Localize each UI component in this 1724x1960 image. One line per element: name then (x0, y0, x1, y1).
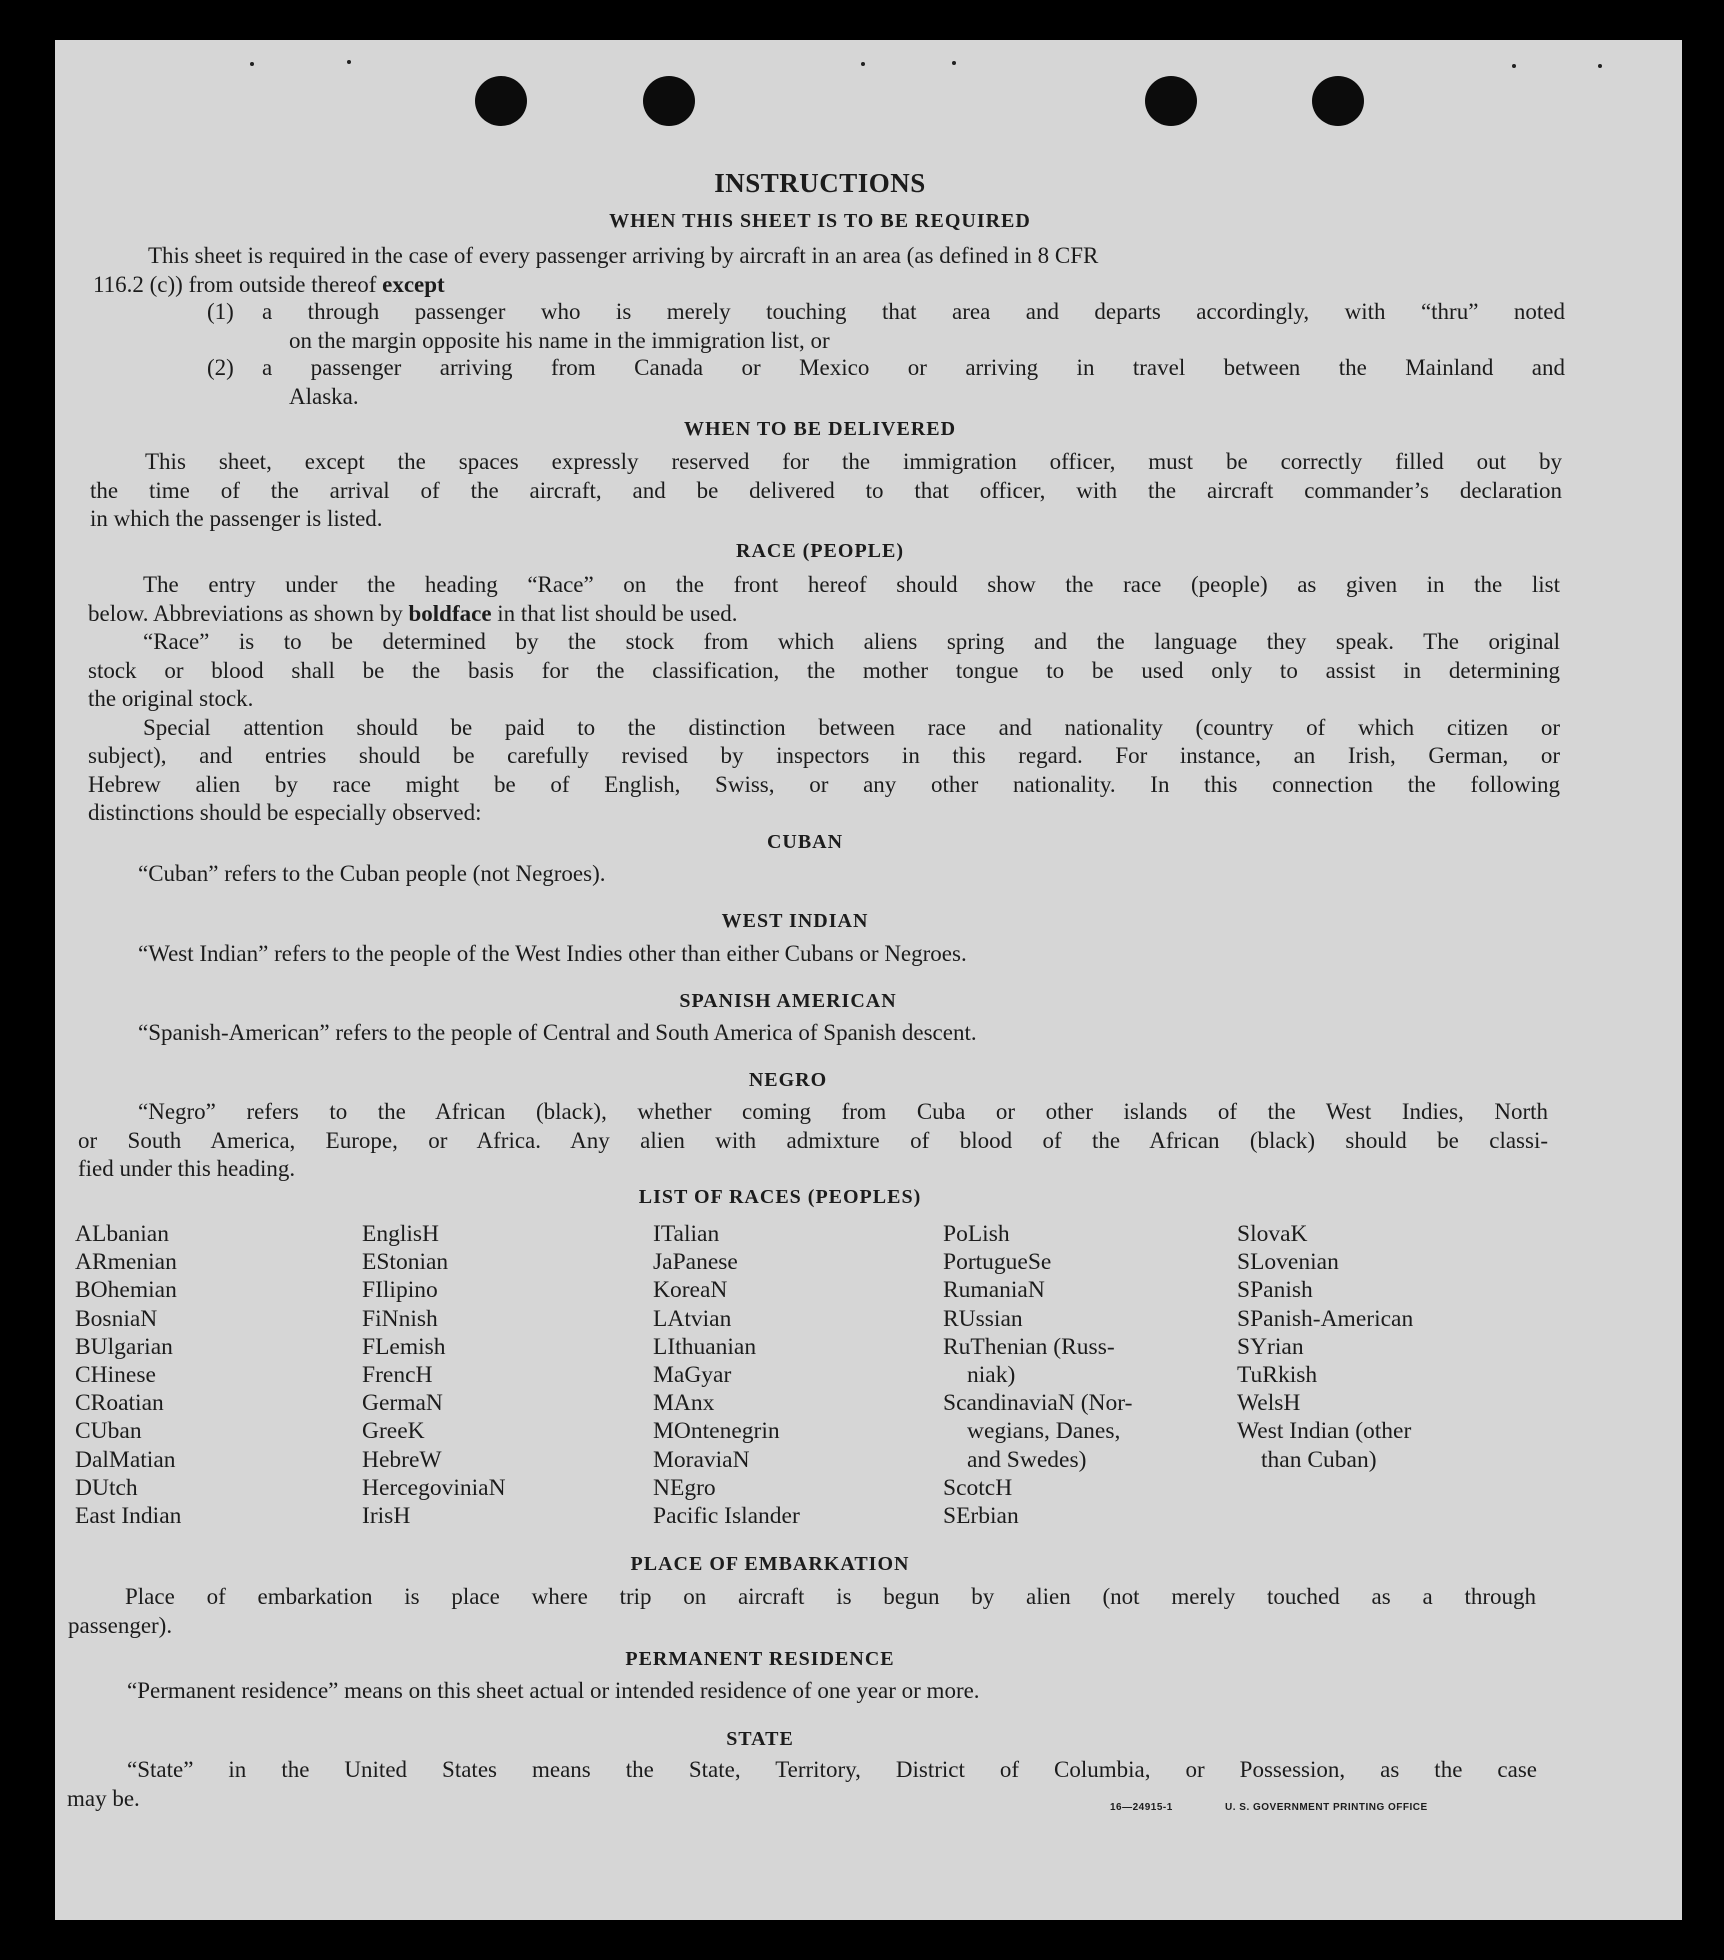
race-item: and Swedes) (967, 1446, 1087, 1473)
section-heading: RACE (PEOPLE) (736, 540, 904, 562)
race-item: MOntenegrin (653, 1418, 780, 1445)
speck (250, 62, 254, 66)
race-item: SYrian (1237, 1333, 1304, 1360)
paragraph (90, 448, 1562, 534)
race-item: CRoatian (75, 1390, 164, 1417)
race-item: HebreW (362, 1446, 442, 1473)
race-item: DalMatian (75, 1446, 176, 1473)
race-item: East Indian (75, 1503, 182, 1530)
item-text: Alaska. (289, 383, 359, 409)
section-heading: WHEN THIS SHEET IS TO BE REQUIRED (609, 210, 1031, 232)
text-line: “West Indian” refers to the people of the West Indies other than either Cubans or Negroes. (138, 941, 967, 966)
paragraph (127, 1677, 1537, 1706)
bold-text: boldface (408, 600, 492, 626)
punch-hole (1145, 76, 1197, 126)
race-item: RUssian (943, 1305, 1023, 1332)
punch-hole (1312, 76, 1364, 126)
text-span: in that list should be used. (497, 600, 738, 626)
race-item: wegians, Danes, (967, 1418, 1121, 1445)
race-item: RumaniaN (943, 1277, 1045, 1304)
section-heading: LIST OF RACES (PEOPLES) (638, 1186, 922, 1208)
race-item: DUtch (75, 1474, 138, 1501)
text-line: “Spanish-American” refers to the people of Central and South America of Spanish descent. (138, 1020, 977, 1045)
speck (347, 60, 351, 64)
speck (1598, 64, 1602, 68)
race-item: SlovaK (1237, 1221, 1308, 1247)
text-line: “Race” is to be determined by the stock from which aliens spring and the language they speak. The original (143, 629, 1560, 654)
text-line: “Permanent residence” means on this sheet actual or intended residence of one year or more. (127, 1678, 980, 1703)
race-item: West Indian (other (1237, 1418, 1412, 1445)
punch-hole (643, 76, 695, 126)
item-text: on the margin opposite his name in the immigration list, or (289, 327, 830, 353)
race-item: PortugueSe (943, 1249, 1052, 1276)
section-heading: CUBAN (766, 831, 844, 853)
item-number: (1) (207, 299, 234, 324)
race-item: CHinese (75, 1362, 156, 1389)
race-column-3 (653, 1220, 800, 1530)
text-line: Place of embarkation is place where trip on aircraft is begun by alien (not merely touched as a through (125, 1584, 1536, 1609)
race-item: SErbian (943, 1503, 1019, 1530)
paragraph (138, 940, 1558, 969)
text-span: 116.2 (c)) from outside thereof (93, 271, 377, 297)
race-item: EnglisH (362, 1221, 440, 1247)
punch-hole (475, 76, 527, 126)
race-item: PoLish (943, 1221, 1010, 1247)
text-line: Special attention should be paid to the distinction between race and nationality (country of which citizen or (143, 714, 1560, 740)
text-line: the original stock. (88, 686, 254, 711)
list-item (207, 354, 1565, 411)
text-line: “Negro” refers to the African (black), whether coming from Cuba or other islands of the West Indies, North (138, 1099, 1548, 1124)
race-item: JaPanese (653, 1249, 738, 1276)
text-line: Hebrew alien by race might be of English, Swiss, or any other nationality. In this connection the following (88, 771, 1560, 797)
race-item: FrencH (362, 1362, 433, 1389)
text-line (93, 271, 1565, 300)
text-line: The entry under the heading “Race” on the front hereof should show the race (people) as given in the list (143, 572, 1560, 597)
section-heading: PERMANENT RESIDENCE (625, 1648, 895, 1670)
paragraph (138, 1019, 1558, 1048)
race-item: WelsH (1237, 1390, 1301, 1417)
text-line: This sheet is required in the case of every passenger arriving by aircraft in an area (as defined in 8 CFR (148, 243, 1099, 268)
race-item: SLovenian (1237, 1249, 1339, 1276)
race-item: FLemish (362, 1333, 446, 1360)
race-item: HercegoviniaN (362, 1474, 506, 1501)
race-item: SPanish (1237, 1277, 1313, 1304)
race-item: GermaN (362, 1390, 443, 1417)
race-column-5 (1237, 1220, 1413, 1474)
race-item: TuRkish (1237, 1362, 1318, 1389)
race-item: LAtvian (653, 1305, 732, 1332)
section-heading: NEGRO (748, 1069, 828, 1091)
printer-imprint: U. S. GOVERNMENT PRINTING OFFICE (1225, 1802, 1428, 1813)
text-line: “State” in the United States means the State, Territory, District of Columbia, or Possession, as the case (127, 1757, 1537, 1782)
section-heading: WHEN TO BE DELIVERED (683, 418, 957, 440)
race-item: BOhemian (75, 1277, 177, 1304)
race-item: RuThenian (Russ- (943, 1333, 1115, 1360)
race-item: IrisH (362, 1503, 411, 1530)
text-line (88, 600, 1560, 629)
item-text: a through passenger who is merely touching that area and departs accordingly, with “thru” noted (262, 299, 1565, 324)
race-item: BosniaN (75, 1305, 158, 1332)
document-sheet (55, 40, 1682, 1920)
text-line: or South America, Europe, or Africa. Any alien with admixture of blood of the African (black) should be classi- (78, 1127, 1548, 1153)
text-line: subject), and entries should be carefully revised by inspectors in this regard. For instance, an Irish, German, or (88, 743, 1560, 768)
paragraph (88, 571, 1560, 828)
race-column-2 (362, 1220, 506, 1530)
text-line: may be. (67, 1785, 140, 1811)
text-line: distinctions should be especially observed: (88, 800, 482, 825)
section-heading: STATE (726, 1728, 794, 1750)
race-item: ALbanian (75, 1221, 169, 1247)
race-item: BUlgarian (75, 1333, 173, 1360)
race-item: EStonian (362, 1249, 449, 1276)
paragraph (93, 242, 1565, 299)
paragraph (68, 1583, 1536, 1640)
race-item: ScotcH (943, 1474, 1013, 1501)
text-line: passenger). (68, 1612, 173, 1638)
race-item: MaGyar (653, 1362, 732, 1389)
text-line: the time of the arrival of the aircraft, and be delivered to that officer, with the aircraft commander’s declaration (90, 477, 1562, 503)
section-heading: WEST INDIAN (721, 910, 869, 932)
race-item: FiNnish (362, 1305, 438, 1332)
speck (861, 62, 865, 66)
form-number: 16—24915-1 (1110, 1802, 1173, 1813)
text-line: fied under this heading. (78, 1156, 296, 1181)
race-item: ITalian (653, 1221, 720, 1247)
race-item: LIthuanian (653, 1333, 757, 1360)
section-heading: PLACE OF EMBARKATION (630, 1553, 910, 1575)
text-line: in which the passenger is listed. (90, 506, 383, 531)
race-item: KoreaN (653, 1277, 728, 1304)
paragraph (138, 860, 1558, 889)
text-line: This sheet, except the spaces expressly reserved for the immigration officer, must be correctly filled out by (145, 449, 1562, 474)
speck (1512, 64, 1516, 68)
paragraph (78, 1098, 1548, 1184)
section-heading: SPANISH AMERICAN (679, 990, 897, 1012)
race-column-1 (75, 1220, 181, 1530)
race-item: MAnx (653, 1390, 715, 1417)
race-column-4 (943, 1220, 1132, 1530)
page-title: INSTRUCTIONS (714, 168, 926, 198)
race-item: ARmenian (75, 1249, 177, 1276)
race-item: CUban (75, 1418, 142, 1445)
text-line: stock or blood shall be the basis for the classification, the mother tongue to be used only to assist in determining (88, 657, 1560, 683)
race-item: than Cuban) (1261, 1446, 1377, 1473)
race-item: GreeK (362, 1418, 425, 1445)
bold-text: except (382, 271, 445, 297)
race-item: niak) (967, 1362, 1016, 1389)
text-span: below. Abbreviations as shown by (88, 600, 403, 626)
race-item: ScandinaviaN (Nor- (943, 1390, 1133, 1417)
race-item: FIlipino (362, 1277, 438, 1304)
race-item: MoraviaN (653, 1446, 750, 1473)
race-item: SPanish-American (1237, 1305, 1414, 1332)
text-line: “Cuban” refers to the Cuban people (not Negroes). (138, 861, 606, 886)
item-text: a passenger arriving from Canada or Mexico or arriving in travel between the Mainland and (262, 355, 1565, 380)
speck (952, 61, 956, 65)
race-item: Pacific Islander (653, 1503, 800, 1530)
list-item (207, 298, 1565, 355)
item-number: (2) (207, 355, 234, 380)
race-item: NEgro (653, 1474, 716, 1501)
